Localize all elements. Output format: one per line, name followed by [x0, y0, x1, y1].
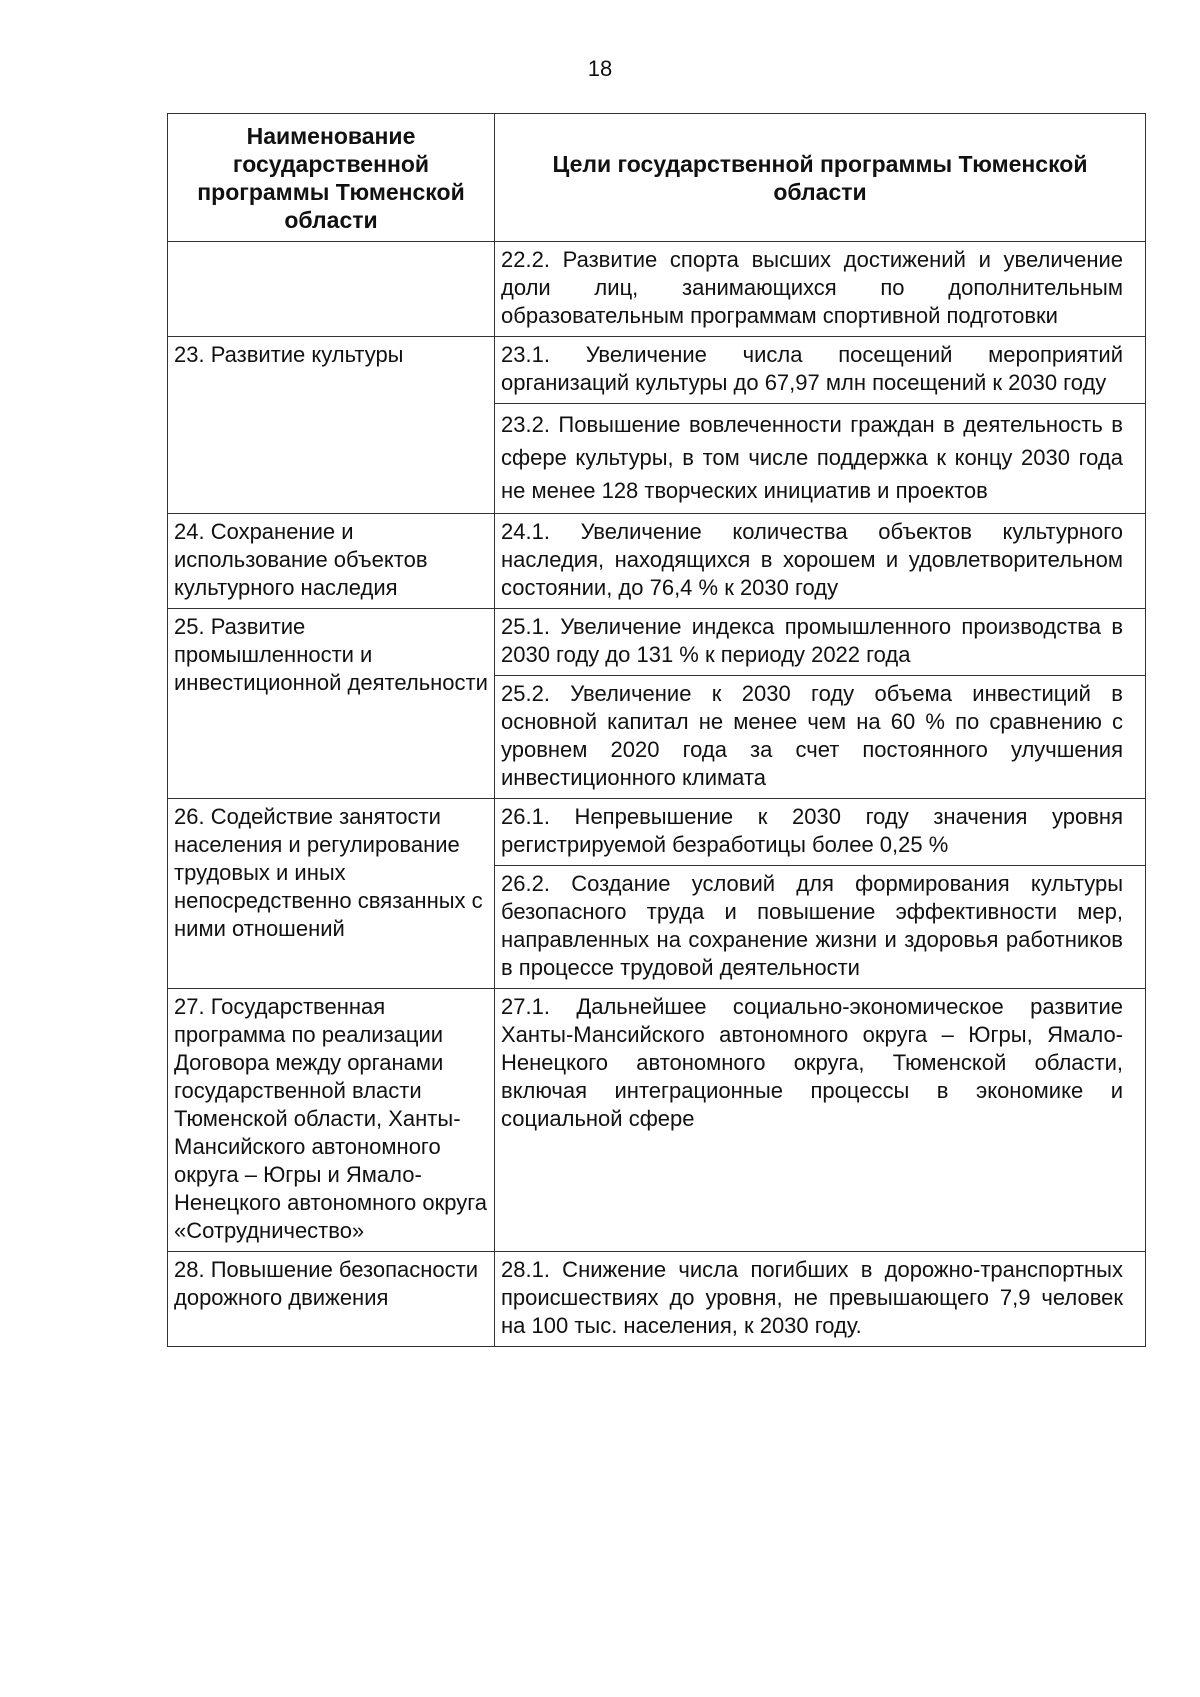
table-row: [168, 609, 1146, 676]
header-program-name: Наименование государственной программы Тюменской области: [168, 114, 495, 242]
program-name-cell: 26. Содействие занятости населения и регулирование трудовых и иных непосредственно связанных с ними отношений: [168, 799, 495, 989]
program-name-cell: 28. Повышение безопасности дорожного движения: [168, 1252, 495, 1347]
goal-cell: 22.2. Развитие спорта высших достижений и увеличение доли лиц, занимающихся по дополнительным образовательным программам спортивной подготовки: [495, 242, 1146, 337]
table-row: [168, 242, 1146, 337]
program-name-cell: 23. Развитие культуры: [168, 337, 495, 514]
goal-cell: 26.2. Создание условий для формирования культуры безопасного труда и повышение эффективности мер, направленных на сохранение жизни и здоровья работников в процессе трудовой деятельности: [495, 866, 1146, 989]
table-row: [168, 989, 1146, 1252]
program-name-cell: 24. Сохранение и использование объектов культурного наследия: [168, 514, 495, 609]
programs-goals-table: [167, 113, 1146, 1347]
program-name-cell: 25. Развитие промышленности и инвестиционной деятельности: [168, 609, 495, 799]
goal-cell: 28.1. Снижение числа погибших в дорожно-транспортных происшествиях до уровня, не превышающего 7,9 человек на 100 тыс. населения, к 2030 году.: [495, 1252, 1146, 1347]
table-row: [168, 337, 1146, 404]
goal-cell: 25.2. Увеличение к 2030 году объема инвестиций в основной капитал не менее чем на 60 % по сравнению с уровнем 2020 года за счет постоянного улучшения инвестиционного климата: [495, 676, 1146, 799]
goal-cell: 27.1. Дальнейшее социально-экономическое развитие Ханты-Мансийского автономного округа – Югры, Ямало-Ненецкого автономного округа, Тюменской области, включая интеграционные процессы в экономике и социальной сфере: [495, 989, 1146, 1252]
program-name-cell: 27. Государственная программа по реализации Договора между органами государственной власти Тюменской области, Ханты-Мансийского автономного округа – Югры и Ямало-Ненецкого автономного округа «Сотрудничество»: [168, 989, 495, 1252]
table-row: [168, 799, 1146, 866]
table-row: [168, 1252, 1146, 1347]
header-program-goals: Цели государственной программы Тюменской области: [495, 114, 1146, 242]
goal-cell: 23.1. Увеличение числа посещений мероприятий организаций культуры до 67,97 млн посещений к 2030 году: [495, 337, 1146, 404]
goal-cell: 24.1. Увеличение количества объектов культурного наследия, находящихся в хорошем и удовлетворительном состоянии, до 76,4 % к 2030 году: [495, 514, 1146, 609]
goal-cell: 26.1. Непревышение к 2030 году значения уровня регистрируемой безработицы более 0,25 %: [495, 799, 1146, 866]
table-row: [168, 514, 1146, 609]
page-number: 18: [587, 56, 613, 81]
program-name-cell: [168, 242, 495, 337]
goal-cell: 23.2. Повышение вовлеченности граждан в деятельность в сфере культуры, в том числе поддержка к концу 2030 года не менее 128 творческих инициатив и проектов: [495, 404, 1146, 514]
table-header-row: [168, 114, 1146, 242]
goal-cell: 25.1. Увеличение индекса промышленного производства в 2030 году до 131 % к периоду 2022 года: [495, 609, 1146, 676]
